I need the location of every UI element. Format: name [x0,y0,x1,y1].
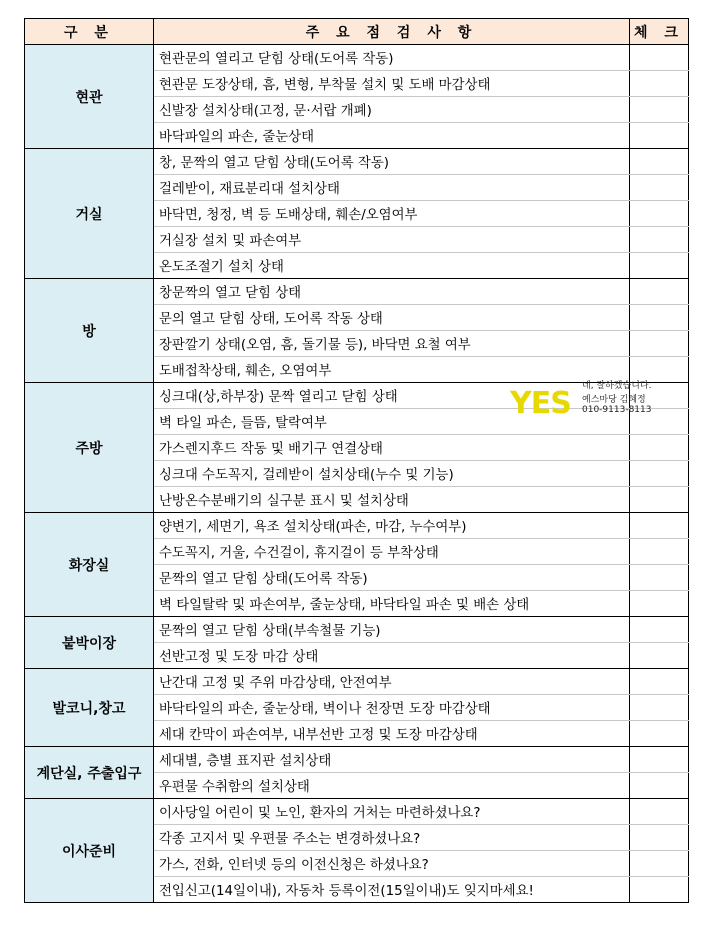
check-cell[interactable] [630,825,689,851]
check-cell[interactable] [630,461,689,487]
checklist-row [25,669,689,695]
check-cell[interactable] [630,123,689,149]
check-cell[interactable] [630,513,689,539]
inspection-item: 각종 고지서 및 우편물 주소는 변경하셨나요? [154,825,630,851]
inspection-item: 걸레받이, 재료분리대 설치상태 [154,175,630,201]
checklist-body [25,45,689,903]
header-check: 체 크 [630,19,689,45]
checklist-row [25,513,689,539]
inspection-item: 현관문의 열리고 닫힘 상태(도어록 작동) [154,45,630,71]
inspection-item: 창문짝의 열고 닫힘 상태 [154,279,630,305]
check-cell[interactable] [630,643,689,669]
checklist-row [25,149,689,175]
inspection-item: 수도꼭지, 거울, 수건걸이, 휴지걸이 등 부착상태 [154,539,630,565]
category-cell: 이사준비 [25,799,154,903]
header-row [25,19,689,45]
check-cell[interactable] [630,435,689,461]
checklist-row [25,747,689,773]
inspection-item: 가스, 전화, 인터넷 등의 이전신청은 하셨나요? [154,851,630,877]
inspection-item: 바닥면, 청정, 벽 등 도배상태, 훼손/오염여부 [154,201,630,227]
category-cell: 계단실, 주출입구 [25,747,154,799]
inspection-item: 창, 문짝의 열고 닫힘 상태(도어록 작동) [154,149,630,175]
inspection-item: 거실장 설치 및 파손여부 [154,227,630,253]
inspection-item: 싱크대 수도꼭지, 걸레받이 설치상태(누수 및 기능) [154,461,630,487]
inspection-item: 난간대 고정 및 주위 마감상태, 안전여부 [154,669,630,695]
stamp-line-2: 예스마당 김혜정 [582,395,646,405]
inspection-item: 장판깔기 상태(오염, 흠, 돌기물 등), 바닥면 요철 여부 [154,331,630,357]
check-cell[interactable] [630,201,689,227]
inspection-item: 싱크대(상,하부장) 문짝 열리고 닫힘 상태 [154,383,630,409]
check-cell[interactable] [630,669,689,695]
stamp-line-3: 010-9113-8113 [582,405,652,415]
inspection-item: 전입신고(14일이내), 자동차 등록이전(15일이내)도 잊지마세요! [154,877,630,903]
inspection-item: 세대별, 층별 표지판 설치상태 [154,747,630,773]
check-cell[interactable] [630,383,689,409]
stamp-line-1: 네, 잘하겠습니다. [582,381,652,391]
inspection-item: 우편물 수취함의 설치상태 [154,773,630,799]
inspection-item: 세대 칸막이 파손여부, 내부선반 고정 및 도장 마감상태 [154,721,630,747]
check-cell[interactable] [630,227,689,253]
category-cell: 붙박이장 [25,617,154,669]
inspection-checklist-table [24,18,689,903]
check-cell[interactable] [630,253,689,279]
header-items: 주 요 점 검 사 항 [154,19,630,45]
check-cell[interactable] [630,799,689,825]
check-cell[interactable] [630,617,689,643]
inspection-item: 현관문 도장상태, 흠, 변형, 부착물 설치 및 도배 마감상태 [154,71,630,97]
inspection-item: 온도조절기 설치 상태 [154,253,630,279]
category-cell: 방 [25,279,154,383]
checklist-row [25,617,689,643]
check-cell[interactable] [630,747,689,773]
checklist-row [25,383,689,409]
check-cell[interactable] [630,71,689,97]
check-cell[interactable] [630,97,689,123]
inspection-item: 벽 타일탈락 및 파손여부, 줄눈상태, 바닥타일 파손 및 배손 상태 [154,591,630,617]
category-cell: 현관 [25,45,154,149]
check-cell[interactable] [630,591,689,617]
category-cell: 거실 [25,149,154,279]
inspection-item: 문짝의 열고 닫힘 상태(도어록 작동) [154,565,630,591]
check-cell[interactable] [630,695,689,721]
inspection-item: 난방온수분배기의 실구분 표시 및 설치상태 [154,487,630,513]
category-cell: 화장실 [25,513,154,617]
check-cell[interactable] [630,279,689,305]
inspection-item: 문짝의 열고 닫힘 상태(부속철물 기능) [154,617,630,643]
category-cell: 발코니,창고 [25,669,154,747]
inspection-item: 양변기, 세면기, 욕조 설치상태(파손, 마감, 누수여부) [154,513,630,539]
check-cell[interactable] [630,721,689,747]
inspection-item: 문의 열고 닫힘 상태, 도어록 작동 상태 [154,305,630,331]
check-cell[interactable] [630,877,689,903]
yes-logo-text: YES [510,386,571,421]
checklist-row [25,279,689,305]
inspection-item: 바닥타일의 파손, 줄눈상태, 벽이나 천장면 도장 마감상태 [154,695,630,721]
check-cell[interactable] [630,45,689,71]
inspection-item: 가스렌지후드 작동 및 배기구 연결상태 [154,435,630,461]
check-cell[interactable] [630,305,689,331]
check-cell[interactable] [630,773,689,799]
check-cell[interactable] [630,149,689,175]
check-cell[interactable] [630,175,689,201]
inspection-item: 선반고정 및 도장 마감 상태 [154,643,630,669]
check-cell[interactable] [630,851,689,877]
inspection-item: 이사당일 어린이 및 노인, 환자의 거처는 마련하셨나요? [154,799,630,825]
inspection-item: 벽 타일 파손, 들뜸, 탈락여부 [154,409,630,435]
check-cell[interactable] [630,357,689,383]
check-cell[interactable] [630,331,689,357]
inspection-item: 바닥파일의 파손, 줄눈상태 [154,123,630,149]
header-category: 구 분 [25,19,154,45]
check-cell[interactable] [630,565,689,591]
check-cell[interactable] [630,487,689,513]
check-cell[interactable] [630,409,689,435]
category-cell: 주방 [25,383,154,513]
inspection-item: 도배접착상태, 훼손, 오염여부 [154,357,630,383]
checklist-row [25,799,689,825]
inspection-item: 신발장 설치상태(고정, 문·서랍 개폐) [154,97,630,123]
checklist-row [25,45,689,71]
check-cell[interactable] [630,539,689,565]
